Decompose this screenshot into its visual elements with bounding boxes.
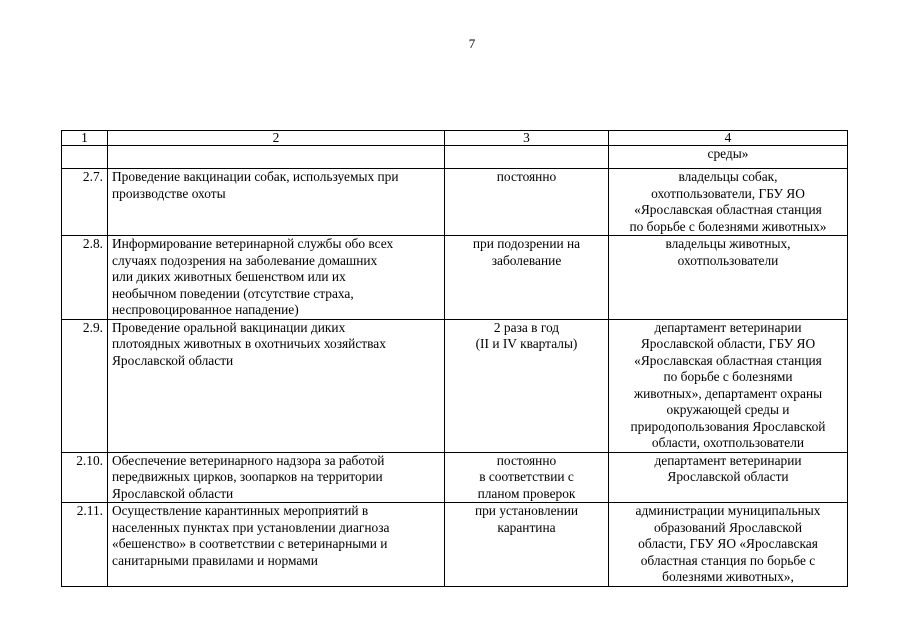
measure-description-line: Осуществление карантинных мероприятий в: [112, 503, 369, 518]
continuation-resp-line: среды»: [707, 146, 749, 161]
responsible-parties-line: «Ярославская областная станция: [634, 352, 822, 368]
measure-description-line: Ярославской области: [112, 352, 234, 368]
column-header-4: 4: [609, 131, 848, 146]
responsible-parties-line: области, ГБУ ЯО «Ярославская: [638, 536, 818, 551]
responsible-parties: [609, 169, 848, 236]
measure-description: [108, 169, 445, 236]
responsible-parties-line: по борьбе с болезнями животных»: [629, 218, 827, 234]
column-header-3: 3: [445, 131, 609, 146]
responsible-parties-line: области, охотпользователи: [651, 435, 805, 450]
responsible-parties-line: природопользования Ярославской: [630, 418, 826, 434]
execution-period-line: 2 раза в год: [493, 319, 560, 335]
execution-period: [445, 503, 609, 587]
measure-description-line: Обеспечение ветеринарного надзора за работой: [112, 452, 385, 468]
measure-description: [108, 503, 445, 587]
table-header-row: [62, 131, 848, 146]
execution-period-line: постоянно: [496, 452, 557, 468]
responsible-parties-line: владельцы животных,: [665, 236, 791, 251]
execution-period-line: карантина: [497, 519, 556, 535]
table-row: [62, 452, 848, 503]
responsible-parties-line: департамент ветеринарии: [654, 452, 802, 468]
responsible-parties-line: департамент ветеринарии: [654, 319, 802, 335]
page-number: 7: [468, 36, 476, 51]
item-number: 2.8.: [62, 236, 108, 320]
measure-description-line: «бешенство» в соответствии с ветеринарными и: [112, 536, 388, 551]
responsible-parties-line: животных», департамент охраны: [633, 385, 823, 401]
item-number: 2.7.: [62, 169, 108, 236]
measure-description-line: Проведение оральной вакцинации диких: [112, 319, 346, 335]
continuation-num-cell: [62, 146, 108, 169]
continuation-desc-cell: [108, 146, 445, 169]
measure-description-line: Ярославской области: [112, 485, 234, 501]
responsible-parties-line: охотпользователи: [677, 252, 779, 268]
responsible-parties-line: Ярославской области, ГБУ ЯО: [640, 336, 816, 351]
responsible-parties-line: администрации муниципальных: [635, 503, 821, 518]
execution-period: [445, 236, 609, 320]
execution-period-line: планом проверок: [477, 485, 576, 501]
execution-period-line: (II и IV кварталы): [475, 336, 578, 351]
responsible-parties-line: охотпользователи, ГБУ ЯО: [651, 185, 805, 201]
table-row: [62, 503, 848, 587]
table-row: [62, 319, 848, 452]
measure-description-line: санитарными правилами и нормами: [112, 552, 318, 568]
execution-period-line: заболевание: [491, 252, 562, 268]
responsible-parties: [609, 452, 848, 503]
responsible-parties-line: образований Ярославской: [653, 519, 803, 535]
execution-period: [445, 319, 609, 452]
continuation-resp-cell: [609, 146, 848, 169]
continuation-period-cell: [445, 146, 609, 169]
responsible-parties: [609, 503, 848, 587]
responsible-parties-line: владельцы собак,: [678, 169, 778, 184]
measure-description-line: случаях подозрения на заболевание домашних: [112, 252, 378, 268]
measure-description-line: плотоядных животных в охотничьих хозяйствах: [112, 336, 386, 351]
responsible-parties-line: по борьбе с болезнями: [663, 369, 793, 384]
measures-table: [61, 130, 848, 587]
execution-period-line: постоянно: [496, 169, 557, 184]
measure-description-line: Информирование ветеринарной службы обо всех: [112, 236, 394, 251]
item-number: 2.11.: [62, 503, 108, 587]
measure-description-line: необычном поведении (отсутствие страха,: [112, 285, 354, 301]
execution-period: [445, 169, 609, 236]
responsible-parties-line: Ярославской области: [667, 469, 789, 484]
execution-period: [445, 452, 609, 503]
measure-description: [108, 319, 445, 452]
responsible-parties-line: окружающей среды и: [666, 402, 790, 417]
measure-description-line: неспровоцированное нападение): [112, 302, 299, 317]
measure-description-line: передвижных цирков, зоопарков на территории: [112, 469, 383, 484]
responsible-parties: [609, 236, 848, 320]
execution-period-line: при установлении: [474, 503, 579, 518]
execution-period-line: при подозрении на: [472, 236, 581, 251]
responsible-parties: [609, 319, 848, 452]
measure-description-line: производстве охоты: [112, 185, 226, 201]
measure-description-line: населенных пунктах при установлении диагноза: [112, 519, 390, 535]
item-number: 2.10.: [62, 452, 108, 503]
column-header-1: 1: [62, 131, 108, 146]
responsible-parties-line: «Ярославская областная станция: [634, 202, 822, 217]
responsible-parties-line: областная станция по борьбе с: [640, 552, 816, 568]
responsible-parties-line: болезнями животных»,: [662, 569, 794, 584]
table-row: [62, 236, 848, 320]
measure-description-line: Проведение вакцинации собак, используемых при: [112, 169, 399, 184]
measure-description: [108, 452, 445, 503]
table-row: [62, 169, 848, 236]
measure-description: [108, 236, 445, 320]
item-number: 2.9.: [62, 319, 108, 452]
continuation-row: [62, 146, 848, 169]
column-header-2: 2: [108, 131, 445, 146]
measure-description-line: или диких животных бешенством или их: [112, 269, 346, 284]
execution-period-line: в соответствии с: [479, 469, 574, 484]
